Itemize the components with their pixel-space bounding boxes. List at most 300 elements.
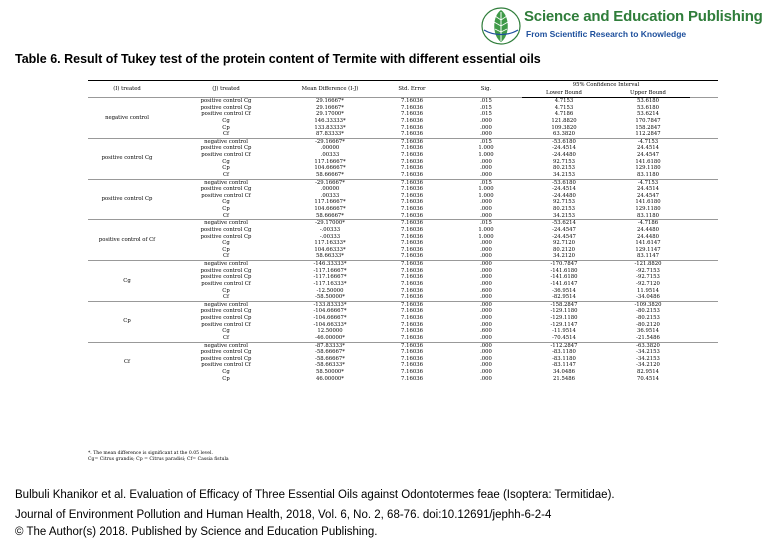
cell-upper-bound: -34.2153 [636,349,660,356]
cell-mean-difference: 29.17000* [316,111,344,118]
cell-lower-bound: -24.4514 [552,186,576,193]
cell-upper-bound: 129.1180 [635,206,661,212]
cell-upper-bound: 24.4547 [637,152,659,158]
cell-std-error: 7.16036 [401,199,423,206]
abbreviation-note: Cg= Citrus grandis; Cp = Citrus paradisi; Cf= Cassia fistula [88,457,229,463]
cell-comparison-treatment: Cg [222,328,230,335]
cell-mean-difference: .00000 [320,186,340,193]
cell-significance: .000 [480,355,492,362]
cell-mean-difference: -133.83333* [286,301,374,308]
table-row [88,247,718,254]
cell-mean-difference: -87.83333* [286,342,374,349]
cell-significance: .000 [480,206,492,212]
cell-significance: .000 [480,315,492,321]
cell-mean-difference: .00333 [320,152,340,158]
cell-mean-difference: 58.66667* [316,171,344,178]
cell-mean-difference: 58.66667* [316,212,344,219]
cell-upper-bound: -80.2153 [636,308,660,315]
cell-std-error: 7.16036 [401,158,423,165]
cell-significance: .000 [480,117,492,124]
cell-comparison-treatment: positive control Cg [200,349,252,356]
cell-mean-difference: 117.16667* [314,199,346,206]
group-label-i-treated: Cp [88,301,166,342]
cell-significance: .015 [450,138,522,145]
table-row [88,159,718,166]
cell-std-error: 7.16036 [401,375,423,382]
cell-lower-bound: 4.7153 [522,98,606,105]
table-row [88,193,718,200]
table-row [88,213,718,220]
table-row [88,138,718,145]
cell-lower-bound: -170.7847 [522,261,606,268]
cell-significance: .000 [480,171,492,178]
cell-significance: .000 [480,212,492,219]
cell-comparison-treatment: Cg [222,369,230,375]
cell-upper-bound: -80.2153 [636,315,660,321]
cell-upper-bound: 24.4480 [637,226,659,233]
cell-upper-bound: 141.6147 [635,240,661,247]
cell-std-error: 7.16036 [401,274,423,281]
cell-mean-difference: 29.16667* [286,98,374,105]
cell-comparison-treatment: positive control Cp [200,315,252,321]
cell-lower-bound: -141.6180 [550,267,578,274]
table-row [88,315,718,322]
table-row [88,227,718,234]
cell-significance: .000 [480,308,492,315]
cell-upper-bound: -4.7153 [606,179,690,186]
table-row [88,118,718,125]
cell-std-error: 7.16036 [401,246,423,253]
group-label-i-treated: Cg [88,261,166,302]
cell-std-error: 7.16036 [374,138,450,145]
table-row [88,356,718,363]
cell-lower-bound: 80.2120 [553,246,575,253]
cell-upper-bound: 83.1180 [637,171,659,178]
cell-comparison-treatment: Cg [222,240,230,247]
cell-std-error: 7.16036 [401,212,423,219]
cell-lower-bound: -70.4514 [552,334,576,341]
cell-mean-difference: -58.66333* [315,362,345,369]
publisher-name: Science and Education Publishing [524,8,763,25]
cell-comparison-treatment: Cf [222,294,229,301]
cell-mean-difference: 117.16667* [314,158,346,165]
cell-upper-bound: 129.1180 [635,165,661,172]
cell-significance: 1.000 [478,186,494,193]
cell-comparison-treatment: positive control Cp [200,274,252,281]
header-std-error: Std. Error [374,81,450,98]
cell-comparison-treatment: Cp [222,375,230,382]
table-row [88,220,718,227]
significance-note: *. The mean difference is significant at the 0.05 level. [88,451,213,456]
tukey-table-container [88,80,718,382]
cell-std-error: 7.16036 [374,342,450,349]
cell-significance: 1.000 [478,152,494,158]
cell-lower-bound: 4.7153 [554,104,574,111]
cell-lower-bound: -129.1147 [550,321,578,328]
cell-mean-difference: -.00333 [319,226,341,233]
cell-upper-bound: 11.9514 [637,287,659,294]
cell-mean-difference: -104.66333* [313,321,347,328]
cell-significance: .015 [450,179,522,186]
cell-lower-bound: -129.1180 [550,315,578,321]
cell-comparison-treatment: Cf [222,253,229,260]
cell-upper-bound: 36.9514 [637,328,659,335]
cell-upper-bound: -34.0486 [636,294,660,301]
cell-significance: .000 [480,321,492,328]
table-row [88,261,718,268]
cell-significance: .600 [480,287,492,294]
cell-upper-bound: -109.3820 [606,301,690,308]
cell-significance: .000 [480,280,492,287]
cell-upper-bound: -92.7153 [636,274,660,281]
cell-std-error: 7.16036 [401,240,423,247]
cell-lower-bound: -83.1180 [552,349,576,356]
group-label-i-treated: Cf [88,342,166,382]
cell-comparison-treatment: negative control [166,179,286,186]
cell-upper-bound: 129.1147 [635,246,661,253]
cell-upper-bound: 83.1147 [637,253,659,260]
cell-comparison-treatment: positive control Cf [201,362,251,369]
cell-mean-difference: -29.16667* [286,138,374,145]
cell-comparison-treatment: Cf [222,131,229,138]
table-row [88,322,718,329]
cell-std-error: 7.16036 [401,192,423,199]
table-row [88,328,718,335]
cell-lower-bound: 92.7120 [553,240,575,247]
cell-std-error: 7.16036 [401,280,423,287]
cell-mean-difference: -117.16667* [313,267,347,274]
cell-mean-difference: -104.66667* [313,315,347,321]
cell-mean-difference: 29.16667* [316,104,344,111]
cell-significance: .000 [480,362,492,369]
table-row [88,308,718,315]
cell-lower-bound: -24.4547 [552,226,576,233]
cell-comparison-treatment: negative control [166,261,286,268]
table-row [88,186,718,193]
cell-lower-bound: -83.1147 [552,362,576,369]
cell-significance: .000 [480,349,492,356]
cell-mean-difference: 117.16333* [314,240,346,247]
cell-comparison-treatment: positive control Cf [201,111,251,118]
table-row [88,111,718,118]
cell-significance: .015 [480,104,492,111]
cell-std-error: 7.16036 [401,355,423,362]
cell-lower-bound: 92.7153 [553,158,575,165]
cell-mean-difference: -58.50000* [315,294,345,301]
cell-lower-bound: -53.6214 [522,220,606,227]
cell-comparison-treatment: positive control Cf [201,280,251,287]
cell-lower-bound: -158.2847 [522,301,606,308]
table-row [88,98,718,105]
cell-significance: .000 [450,261,522,268]
cell-significance: .015 [480,111,492,118]
cell-comparison-treatment: Cg [222,117,230,124]
cell-comparison-treatment: Cg [222,199,230,206]
cell-comparison-treatment: positive control Cf [201,152,251,158]
cell-upper-bound: -80.2120 [636,321,660,328]
cell-mean-difference: 58.66333* [316,253,344,260]
table-row [88,206,718,213]
cell-comparison-treatment: negative control [166,138,286,145]
cell-upper-bound: -63.3820 [606,342,690,349]
cell-std-error: 7.16036 [374,220,450,227]
cell-std-error: 7.16036 [401,131,423,138]
table-body [88,98,718,383]
header-i-treated: (I) treated [88,81,166,98]
table-row [88,165,718,172]
cell-comparison-treatment: positive control Cg [200,186,252,193]
cell-upper-bound: 83.1180 [637,212,659,219]
cell-std-error: 7.16036 [401,267,423,274]
cell-lower-bound: -83.1180 [552,355,576,362]
header-j-treated: (J) treated [166,81,286,98]
cell-mean-difference: 146.33333* [314,117,346,124]
cell-upper-bound: -34.2153 [636,355,660,362]
table-row [88,234,718,241]
group-label-i-treated: positive control Cg [88,138,166,179]
cell-upper-bound: 53.6180 [606,98,690,105]
cell-upper-bound: 24.4514 [637,145,659,152]
cell-std-error: 7.16036 [401,226,423,233]
citation-journal: Journal of Environment Pollution and Human Health, 2018, Vol. 6, No. 2, 68-76. doi:10.12691/jephh-6-2-4 [15,509,552,521]
table-row [88,342,718,349]
cell-std-error: 7.16036 [401,104,423,111]
cell-significance: 1.000 [478,145,494,152]
table-row [88,152,718,159]
cell-lower-bound: 80.2153 [553,165,575,172]
cell-upper-bound: 24.4514 [637,186,659,193]
cell-lower-bound: -141.6180 [550,274,578,281]
cell-lower-bound: -24.4514 [552,145,576,152]
cell-std-error: 7.16036 [374,261,450,268]
cell-mean-difference: -29.17000* [286,220,374,227]
cell-mean-difference: -12.50000 [316,287,344,294]
cell-mean-difference: -117.16333* [313,280,347,287]
cell-upper-bound: 158.2847 [635,124,661,131]
cell-mean-difference: 58.50000* [316,369,344,375]
cell-lower-bound: 34.2120 [553,253,575,260]
cell-lower-bound: 109.3820 [551,124,577,131]
cell-std-error: 7.16036 [374,301,450,308]
cell-significance: .000 [480,375,492,382]
table-row [88,294,718,301]
cell-upper-bound: 53.6180 [637,104,659,111]
cell-std-error: 7.16036 [401,287,423,294]
cell-lower-bound: 63.3820 [553,131,575,138]
cell-upper-bound: -92.7153 [636,267,660,274]
cell-significance: .000 [480,294,492,301]
cell-std-error: 7.16036 [401,369,423,375]
cell-lower-bound: 121.8820 [551,117,577,124]
cell-std-error: 7.16036 [401,253,423,260]
group-label-i-treated: negative control [88,98,166,139]
cell-std-error: 7.16036 [401,145,423,152]
table-row [88,199,718,206]
table-row [88,369,718,376]
cell-lower-bound: -24.4480 [552,192,576,199]
cell-mean-difference: -104.66667* [313,308,347,315]
cell-significance: .600 [480,328,492,335]
table-row [88,179,718,186]
cell-lower-bound: 34.0486 [553,369,575,375]
cell-comparison-treatment: negative control [166,220,286,227]
cell-comparison-treatment: Cg [222,158,230,165]
table-row [88,349,718,356]
cell-significance: .000 [450,301,522,308]
citation-authors-title: Bulbuli Khanikor et al. Evaluation of Efficacy of Three Essential Oils against Odontotermes feae (Isoptera: Termitidae). [15,489,615,501]
header-mean-difference: Mean Difference (I-J) [286,81,374,98]
cell-lower-bound: 4.7186 [554,111,574,118]
cell-significance: .000 [480,246,492,253]
cell-significance: .000 [450,342,522,349]
table-row [88,268,718,275]
cell-comparison-treatment: positive control Cf [201,321,251,328]
cell-upper-bound: 141.6180 [635,199,661,206]
cell-lower-bound: 34.2153 [553,171,575,178]
table-row [88,301,718,308]
cell-significance: .000 [480,165,492,172]
cell-mean-difference: -58.66667* [315,349,345,356]
cell-comparison-treatment: Cp [222,206,230,212]
cell-mean-difference: 12.50000 [317,328,343,335]
cell-upper-bound: 70.4514 [637,375,659,382]
cell-mean-difference: -.00333 [319,233,341,240]
cell-std-error: 7.16036 [374,179,450,186]
cell-std-error: 7.16036 [401,206,423,212]
cell-mean-difference: .00000 [320,145,340,152]
cell-std-error: 7.16036 [401,111,423,118]
cell-comparison-treatment: positive control Cg [200,226,252,233]
cell-std-error: 7.16036 [401,186,423,193]
tukey-table [88,80,718,382]
cell-std-error: 7.16036 [401,362,423,369]
cell-std-error: 7.16036 [401,165,423,172]
group-label-i-treated: positive control of Cf [88,220,166,261]
cell-std-error: 7.16036 [401,328,423,335]
cell-significance: .000 [480,253,492,260]
cell-lower-bound: -53.6180 [522,138,606,145]
cell-lower-bound: 34.2153 [553,212,575,219]
cell-significance: .015 [450,98,522,105]
table-row [88,145,718,152]
cell-comparison-treatment: negative control [166,342,286,349]
cell-upper-bound: 24.4480 [637,233,659,240]
table-row [88,253,718,260]
cell-comparison-treatment: Cf [222,212,229,219]
cell-std-error: 7.16036 [401,294,423,301]
cell-significance: 1.000 [478,226,494,233]
cell-lower-bound: 92.7153 [553,199,575,206]
cell-lower-bound: -11.9514 [552,328,576,335]
cell-significance: 1.000 [478,233,494,240]
cell-mean-difference: -146.33333* [286,261,374,268]
header-sig: Sig. [450,81,522,98]
cell-std-error: 7.16036 [401,315,423,321]
cell-lower-bound: -36.9514 [552,287,576,294]
cell-lower-bound: -82.9514 [552,294,576,301]
cell-mean-difference: -58.66667* [315,355,345,362]
cell-upper-bound: -4.7153 [606,138,690,145]
table-row [88,240,718,247]
cell-mean-difference: .00333 [320,192,340,199]
cell-lower-bound: 80.2153 [553,206,575,212]
cell-comparison-treatment: Cf [222,334,229,341]
cell-std-error: 7.16036 [401,117,423,124]
table-title: Table 6. Result of Tukey test of the protein content of Termite with different essential oils [15,52,541,66]
cell-mean-difference: -29.16667* [286,179,374,186]
cell-comparison-treatment: Cf [222,171,229,178]
cell-significance: .000 [480,267,492,274]
cell-lower-bound: -141.6147 [550,280,578,287]
cell-std-error: 7.16036 [401,152,423,158]
cell-upper-bound: 112.2847 [635,131,661,138]
cell-lower-bound: -24.4480 [552,152,576,158]
cell-std-error: 7.16036 [401,124,423,131]
cell-mean-difference: -117.16667* [313,274,347,281]
cell-significance: .000 [480,334,492,341]
cell-comparison-treatment: positive control Cg [200,267,252,274]
citation-copyright: © The Author(s) 2018. Published by Science and Education Publishing. [15,526,378,538]
cell-lower-bound: -112.2847 [522,342,606,349]
table-row [88,131,718,138]
publisher-tagline: From Scientific Research to Knowledge [526,29,687,39]
cell-upper-bound: -4.7186 [606,220,690,227]
cell-upper-bound: -92.7120 [636,280,660,287]
table-row [88,125,718,132]
cell-lower-bound: -53.6180 [522,179,606,186]
table-row [88,281,718,288]
cell-upper-bound: 141.6180 [635,158,661,165]
cell-comparison-treatment: Cp [222,246,230,253]
cell-mean-difference: 46.00000* [316,375,344,382]
cell-significance: .000 [480,199,492,206]
cell-mean-difference: 133.83333* [314,124,346,131]
header-confidence-interval: 95% Confidence Interval [522,81,690,90]
cell-comparison-treatment: positive control Cg [166,98,286,105]
leaf-globe-icon [480,6,522,46]
cell-lower-bound: -129.1180 [550,308,578,315]
cell-upper-bound: -34.2120 [636,362,660,369]
cell-comparison-treatment: positive control Cp [200,145,252,152]
table-row [88,172,718,179]
cell-significance: .000 [480,240,492,247]
header-upper-bound: Upper Bound [606,89,690,98]
cell-mean-difference: 104.66667* [314,206,346,212]
cell-upper-bound: 170.7847 [635,117,661,124]
cell-upper-bound: 24.4547 [637,192,659,199]
table-row [88,274,718,281]
cell-std-error: 7.16036 [401,171,423,178]
cell-significance: .000 [480,369,492,375]
cell-upper-bound: -21.5486 [636,334,660,341]
cell-mean-difference: 87.83333* [316,131,344,138]
cell-significance: .000 [480,274,492,281]
table-notes [88,451,229,464]
table-row [88,362,718,369]
cell-mean-difference: 104.66333* [314,246,346,253]
cell-comparison-treatment: negative control [166,301,286,308]
header-lower-bound: Lower Bound [522,89,606,98]
cell-lower-bound: -24.4547 [552,233,576,240]
cell-lower-bound: 21.5486 [553,375,575,382]
table-row [88,335,718,342]
cell-upper-bound: 82.9514 [637,369,659,375]
cell-comparison-treatment: positive control Cp [200,233,252,240]
cell-significance: .015 [450,220,522,227]
cell-std-error: 7.16036 [401,334,423,341]
cell-upper-bound: 53.6214 [637,111,659,118]
cell-significance: .000 [480,124,492,131]
